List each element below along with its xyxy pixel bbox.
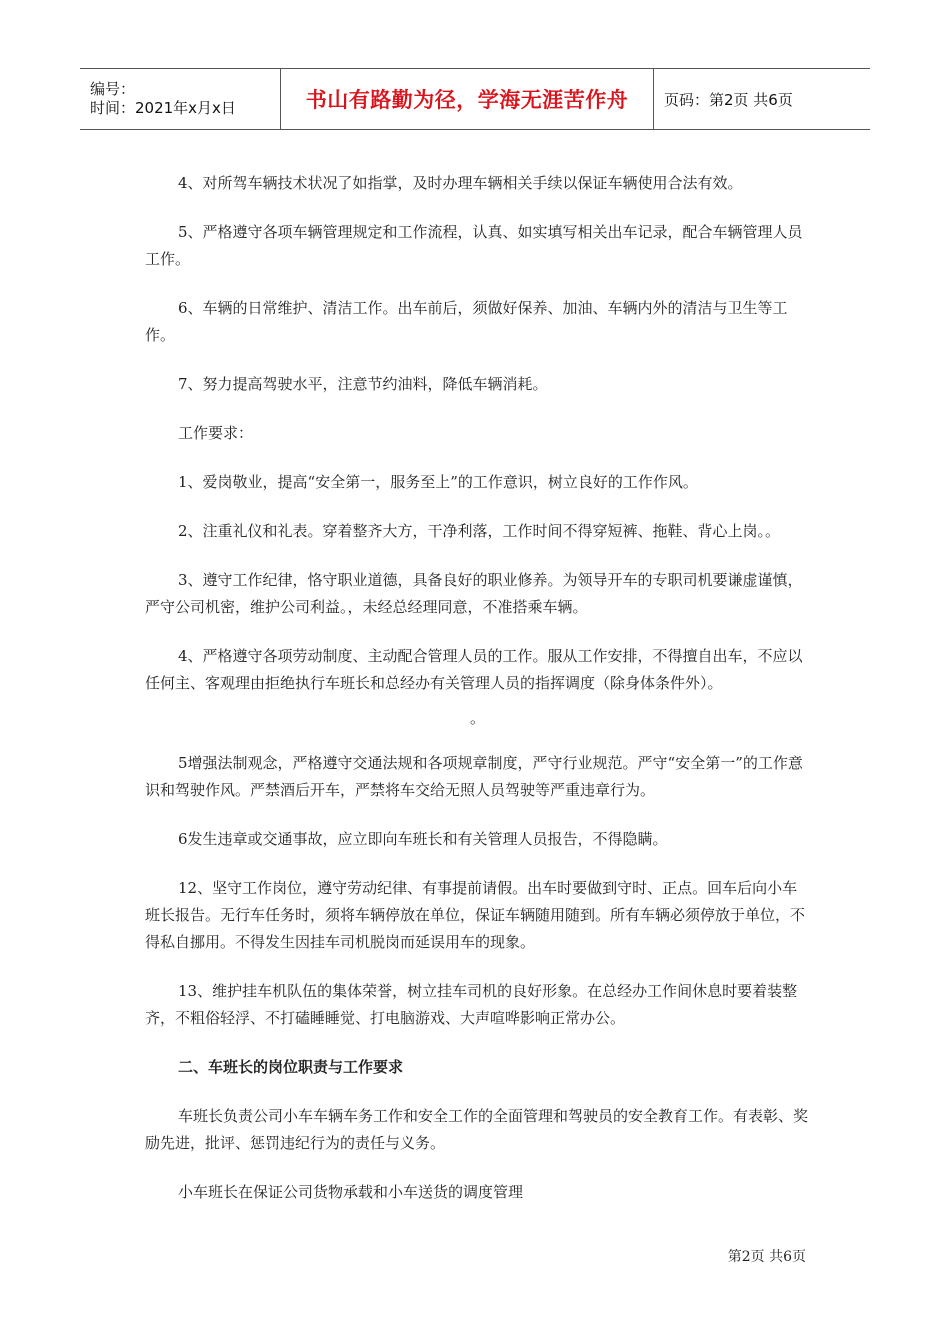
header-motto: 书山有路勤为径，学海无涯苦作舟 xyxy=(281,69,654,130)
paragraph: 13、维护挂车机队伍的集体荣誉，树立挂车司机的良好形象。在总经办工作间休息时要着装整齐，不粗俗轻浮、不打磕睡睡觉、打电脑游戏、大声喧哗影响正常办公。 xyxy=(145,982,798,1027)
paragraph: 小车班长在保证公司货物承载和小车送货的调度管理 xyxy=(178,1183,524,1201)
paragraph: 6发生违章或交通事故，应立即向车班长和有关管理人员报告，不得隐瞒。 xyxy=(178,830,668,848)
paragraph: 3、遵守工作纪律，恪守职业道德，具备良好的职业修养。为领导开车的专职司机要谦虚谨慎，严守公司机密，维护公司利益。，未经总经理同意，不准搭乘车辆。 xyxy=(145,571,803,616)
page-footer: 第2页 共6页 xyxy=(727,1249,806,1265)
paragraph: 12、坚守工作岗位，遵守劳动纪律、有事提前请假。出车时要做到守时、正点。回车后向小车班长报告。无行车任务时，须将车辆停放在单位，保证车辆随用随到。所有车辆必须停放于单位，不得私自挪用。不得发生因挂车司机脱岗而延误用车的现象。 xyxy=(145,879,806,951)
document-body xyxy=(145,170,810,1206)
paragraph: 5增强法制观念，严格遵守交通法规和各项规章制度，严守行业规范。严守“安全第一”的工作意识和驾驶作风。严禁酒后开车，严禁将车交给无照人员驾驶等严重违章行为。 xyxy=(145,754,803,799)
section-label: 工作要求： xyxy=(178,424,254,442)
header-page-label: 页码：第2页 共6页 xyxy=(654,69,871,130)
stray-mark: 。 xyxy=(469,709,485,727)
paragraph: 2、注重礼仪和礼表。穿着整齐大方，干净利落，工作时间不得穿短裤、拖鞋、背心上岗。。 xyxy=(178,522,781,540)
paragraph: 4、对所驾车辆技术状况了如指掌，及时办理车辆相关手续以保证车辆使用合法有效。 xyxy=(178,174,743,192)
paragraph: 7、努力提高驾驶水平，注意节约油料，降低车辆消耗。 xyxy=(178,375,548,393)
section-heading: 二、车班长的岗位职责与工作要求 xyxy=(178,1058,404,1076)
paragraph: 5、严格遵守各项车辆管理规定和工作流程，认真、如实填写相关出车记录，配合车辆管理人员工作。 xyxy=(145,223,803,268)
time-label: 时间：2021年x月x日 xyxy=(90,99,236,117)
paragraph: 车班长负责公司小车车辆车务工作和安全工作的全面管理和驾驶员的安全教育工作。有表彰、奖励先进，批评、惩罚违纪行为的责任与义务。 xyxy=(145,1107,809,1152)
number-label: 编号： xyxy=(90,80,136,98)
document-header xyxy=(80,68,870,130)
paragraph: 4、严格遵守各项劳动制度、主动配合管理人员的工作。服从工作安排，不得擅自出车，不应以任何主、客观理由拒绝执行车班长和总经办有关管理人员的指挥调度（除身体条件外）。 xyxy=(145,647,803,692)
paragraph: 6、车辆的日常维护、清洁工作。出车前后，须做好保养、加油、车辆内外的清洁与卫生等工作。 xyxy=(145,299,788,344)
paragraph: 1、爱岗敬业，提高“安全第一，服务至上”的工作意识，树立良好的工作作风。 xyxy=(178,473,698,491)
header-meta xyxy=(80,69,281,130)
